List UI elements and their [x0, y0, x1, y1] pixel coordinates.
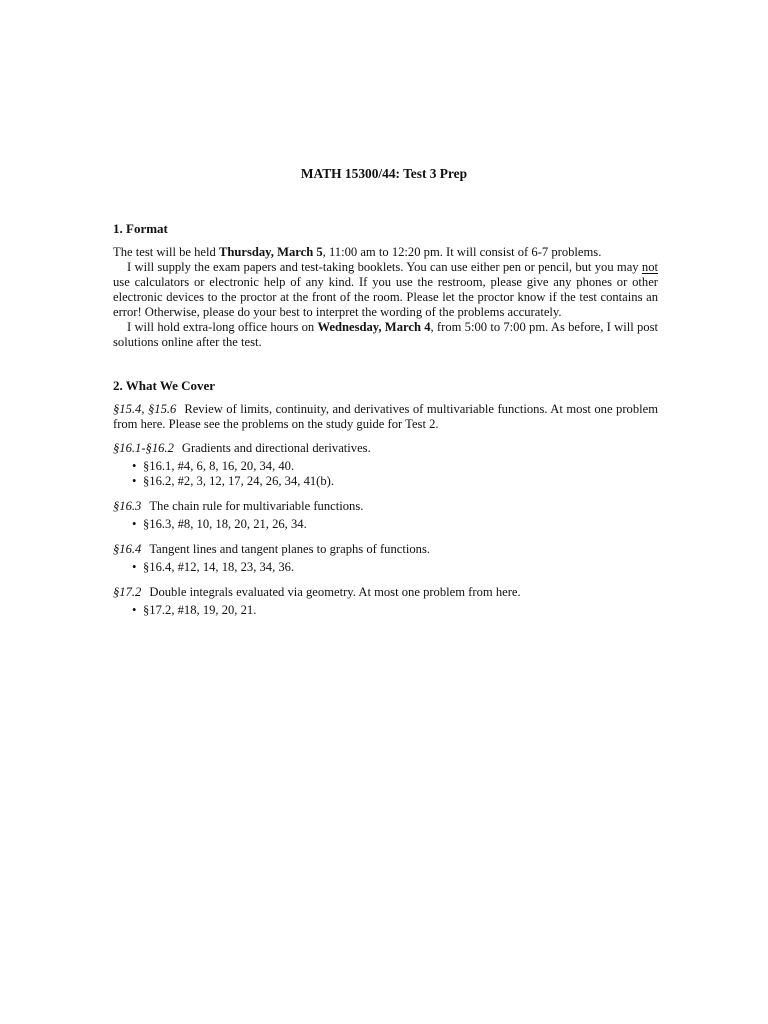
section-heading-what-we-cover: 2. What We Cover	[113, 378, 216, 393]
cover-item-3	[113, 499, 658, 532]
cover-item-text	[113, 542, 658, 557]
format-paragraph-office-hours	[113, 320, 658, 350]
problem-list	[113, 560, 658, 575]
section-reference: §15.4, §15.6	[113, 402, 177, 416]
list-item: • §16.2, #2, 3, 12, 17, 24, 26, 34, 41(b).	[113, 474, 658, 489]
topic-description: The chain rule for multivariable functions.	[149, 499, 364, 513]
problem-list	[113, 517, 658, 532]
list-item: • §16.3, #8, 10, 18, 20, 21, 26, 34.	[113, 517, 658, 532]
list-item: • §16.4, #12, 14, 18, 23, 34, 36.	[113, 560, 658, 575]
office-hours-date: Wednesday, March 4	[317, 320, 431, 334]
page-title: MATH 15300/44: Test 3 Prep	[300, 166, 468, 181]
format-section	[113, 245, 658, 350]
text-run: I will hold extra-long office hours on	[127, 320, 318, 334]
text-run: , from 5:00 to 7:00 pm. As before, I will post solutions online after the test.	[113, 320, 658, 349]
section-reference: §16.3	[113, 499, 142, 513]
cover-item-text	[113, 402, 658, 432]
text-run: use calculators or electronic help of any kind. If you use the restroom, please give any phones or other electronic devices to the proctor at the front of the room. Please let the proctor know if the test contains an error! Otherwise, please do your best to interpret the wording of the problems accurately.	[113, 275, 658, 319]
topic-description: Gradients and directional derivatives.	[181, 441, 371, 455]
format-paragraph-rules	[113, 260, 658, 320]
topic-description: Tangent lines and tangent planes to graphs of functions.	[149, 542, 431, 556]
problem-list	[113, 459, 658, 489]
cover-item-text	[113, 499, 658, 514]
text-run: I will supply the exam papers and test-taking booklets. You can use either pen or pencil, but you may	[127, 260, 642, 274]
problem-list	[113, 603, 658, 618]
section-reference: §17.2	[113, 585, 142, 599]
section-heading-format: 1. Format	[113, 221, 168, 236]
cover-item-text	[113, 585, 658, 600]
list-item: • §16.1, #4, 6, 8, 16, 20, 34, 40.	[113, 459, 658, 474]
emphasis-not: not	[641, 260, 658, 274]
cover-item-2	[113, 441, 658, 489]
text-run: The test will be held	[113, 245, 219, 259]
topic-description: Review of limits, continuity, and derivatives of multivariable functions. At most one problem from here. Please see the problems on the study guide for Test 2.	[113, 402, 658, 431]
test-date: Thursday, March 5	[218, 245, 323, 259]
cover-item-5	[113, 585, 658, 618]
cover-item-text	[113, 441, 658, 456]
format-paragraph-date	[113, 245, 658, 260]
cover-item-4	[113, 542, 658, 575]
text-run: , 11:00 am to 12:20 pm. It will consist of 6-7 problems.	[322, 245, 602, 259]
section-reference: §16.4	[113, 542, 142, 556]
topic-description: Double integrals evaluated via geometry. At most one problem from here.	[149, 585, 521, 599]
cover-item-1	[113, 402, 658, 432]
section-reference: §16.1-§16.2	[113, 441, 174, 455]
list-item: • §17.2, #18, 19, 20, 21.	[113, 603, 658, 618]
